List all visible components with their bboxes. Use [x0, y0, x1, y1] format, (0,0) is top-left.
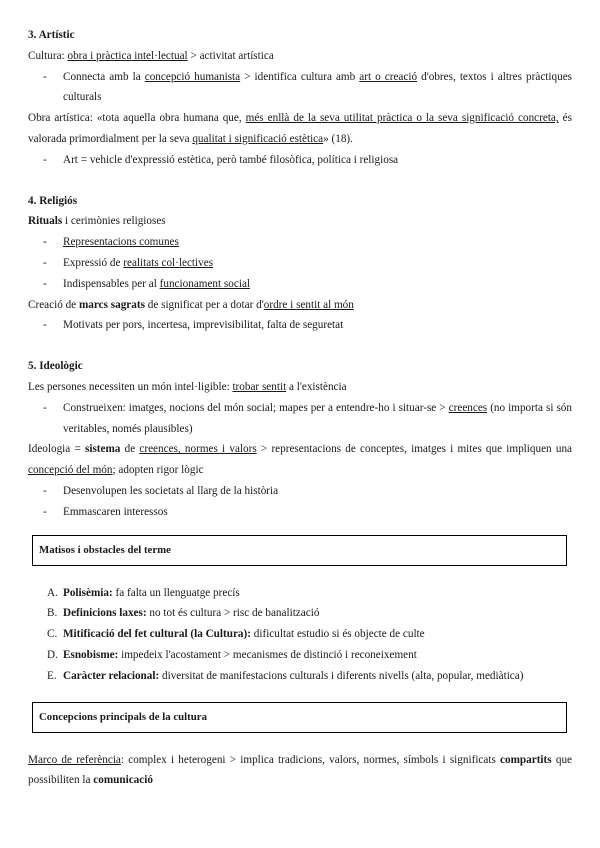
list-item: A. Polisèmia: fa falta un llenguatge precís — [47, 586, 240, 599]
obstacles-list — [28, 583, 572, 687]
bullet-indispensables: - Indispensables per al funcionament social — [28, 274, 572, 295]
heading-box-concepcions: Concepcions principals de la cultura — [32, 702, 567, 733]
bullet-motivats: - Motivats per pors, incertesa, imprevisibilitat, falta de seguretat — [28, 315, 572, 336]
paragraph-marcs-sagrats: Creació de marcs sagrats de significat per a dotar d'ordre i sentit al món — [28, 298, 354, 311]
bullet-art-vehicle: - Art = vehicle d'expressió estètica, però també filosòfica, política i religiosa — [28, 150, 572, 171]
paragraph-rituals: Rituals i cerimònies religioses — [28, 215, 166, 228]
bullet-emmascaren: - Emmascaren interessos — [28, 502, 572, 523]
paragraph-mon-intelligible: Les persones necessiten un món intel·ligible: trobar sentit a l'existència — [28, 380, 347, 393]
paragraph-ideologia: Ideologia = sistema de creences, normes i valors > representacions de conceptes, imatges i mites que impliquen una concepció del món; adopten rigor lògic — [28, 443, 572, 477]
paragraph-cultura: Cultura: obra i pràctica intel·lectual > activitat artística — [28, 49, 274, 62]
section-title-artistic: 3. Artístic — [28, 29, 75, 41]
list-item: B. Definicions laxes: no tot és cultura > risc de banalització — [47, 607, 320, 620]
list-item: C. Mitificació del fet cultural (la Cultura): dificultat estudio si és objecte de culte — [47, 628, 425, 641]
paragraph-marco-referencia: Marco de referència: complex i heterogeni > implica tradicions, valors, normes, símbols i significats compartits que possibiliten la comunicació — [28, 753, 572, 787]
section-title-ideologic: 5. Ideològic — [28, 360, 83, 373]
list-item: E. Caràcter relacional: diversitat de manifestacions culturals i diferents nivells (alta, popular, mediàtica) — [47, 669, 524, 682]
document-content — [28, 25, 572, 791]
bullet-expressio: - Expressió de realitats col·lectives — [28, 253, 572, 274]
bullet-representacions: - Representacions comunes — [28, 232, 572, 253]
list-item: D. Esnobisme: impedeix l'acostament > mecanismes de distinció i reconeixement — [47, 648, 417, 661]
bullet-concepcio-humanista: - Connecta amb la concepció humanista > identifica cultura amb art o creació d'obres, textos i altres pràctiques culturals — [28, 67, 572, 109]
heading-box-matisos: Matisos i obstacles del terme — [32, 535, 567, 566]
bullet-construeixen: - Construeixen: imatges, nocions del món social; mapes per a entendre-ho i situar-se > creences (no importa si són veritables, només plausibles) — [28, 398, 572, 440]
section-title-religios: 4. Religiós — [28, 194, 78, 207]
paragraph-obra-artistica: Obra artística: «tota aquella obra humana que, més enllà de la seva utilitat pràctica o la seva significació concreta, és valorada primordialment per la seva qualitat i significació estètica» (18). — [28, 112, 572, 145]
bullet-desenvolupen: - Desenvolupen les societats al llarg de la història — [28, 481, 572, 502]
